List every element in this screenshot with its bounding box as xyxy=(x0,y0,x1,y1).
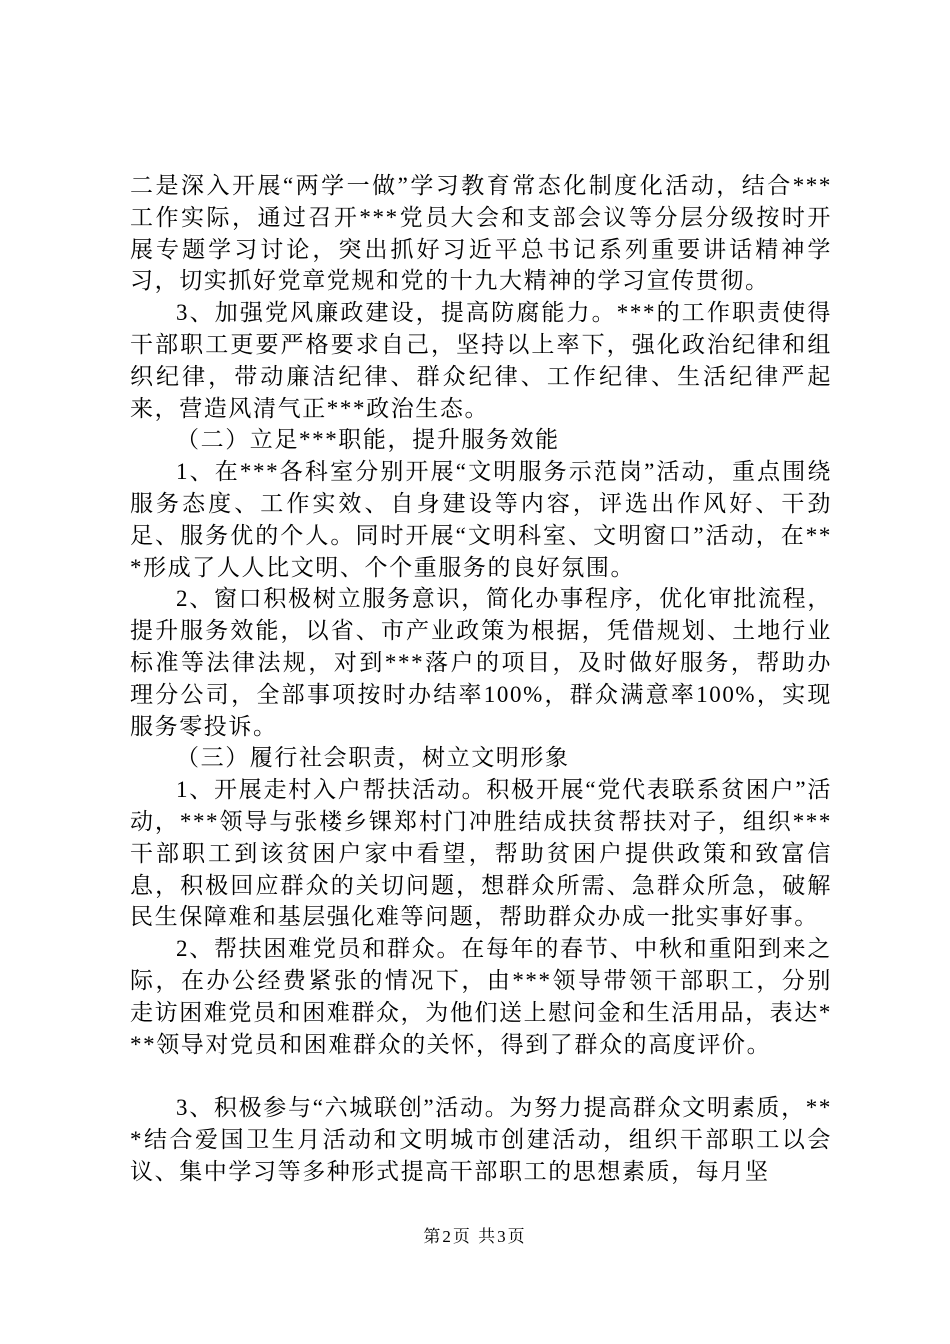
section-heading: （三）履行社会职责，树立文明形象 xyxy=(176,745,570,771)
section-heading: （二）立足***职能，提升服务效能 xyxy=(176,427,560,453)
paragraph: 3、积极参与“六城联创”活动。为努力提高群众文明素质，***结合爱国卫生月活动和文明城市创建活动，组织干部职工以会议、集中学习等多种形式提高干部职工的思想素质，每月坚 xyxy=(130,1095,832,1184)
paragraph: 1、开展走村入户帮扶活动。积极开展“党代表联系贫困户”活动，***领导与张楼乡锞郑村门冲胜结成扶贫帮扶对子，组织***干部职工到该贫困户家中看望，帮助贫困户提供政策和致富信息，积极回应群众的关切问题，想群众所需、急群众所急，破解民生保障难和基层强化难等问题，帮助群众办成一批实事好事。 xyxy=(130,777,832,930)
paragraph: 2、窗口积极树立服务意识，简化办事程序，优化审批流程，提升服务效能，以省、市产业政策为根据，凭借规划、土地行业标准等法律法规，对到***落户的项目，及时做好服务，帮助办理分公司，全部事项按时办结率100%，群众满意率100%，实现服务零投诉。 xyxy=(130,586,832,739)
paragraph: 2、帮扶困难党员和群众。在每年的春节、中秋和重阳到来之际，在办公经费紧张的情况下，由***领导带领干部职工，分别走访困难党员和困难群众，为他们送上慰问金和生活用品，表达***领导对党员和困难群众的关怀，得到了群众的高度评价。 xyxy=(130,936,832,1057)
document-body xyxy=(130,170,832,1188)
page-footer xyxy=(0,1222,950,1247)
paragraph: 3、加强党风廉政建设，提高防腐能力。***的工作职责使得干部职工更要严格要求自己，坚持以上率下，强化政治纪律和组织纪律，带动廉洁纪律、群众纪律、工作纪律、生活纪律严起来，营造风清气正***政治生态。 xyxy=(130,300,832,421)
paragraph: 1、在***各科室分别开展“文明服务示范岗”活动，重点围绕服务态度、工作实效、自身建设等内容，评选出作风好、干劲足、服务优的个人。同时开展“文明科室、文明窗口”活动，在***形成了人人比文明、个个重服务的良好氛围。 xyxy=(130,459,832,580)
page-number-label: 第2页 共3页 xyxy=(423,1227,527,1246)
paragraph: 二是深入开展“两学一做”学习教育常态化制度化活动，结合***工作实际，通过召开***党员大会和支部会议等分层分级按时开展专题学习讨论，突出抓好习近平总书记系列重要讲话精神学习，切实抓好党章党规和党的十九大精神的学习宣传贯彻。 xyxy=(130,173,832,294)
